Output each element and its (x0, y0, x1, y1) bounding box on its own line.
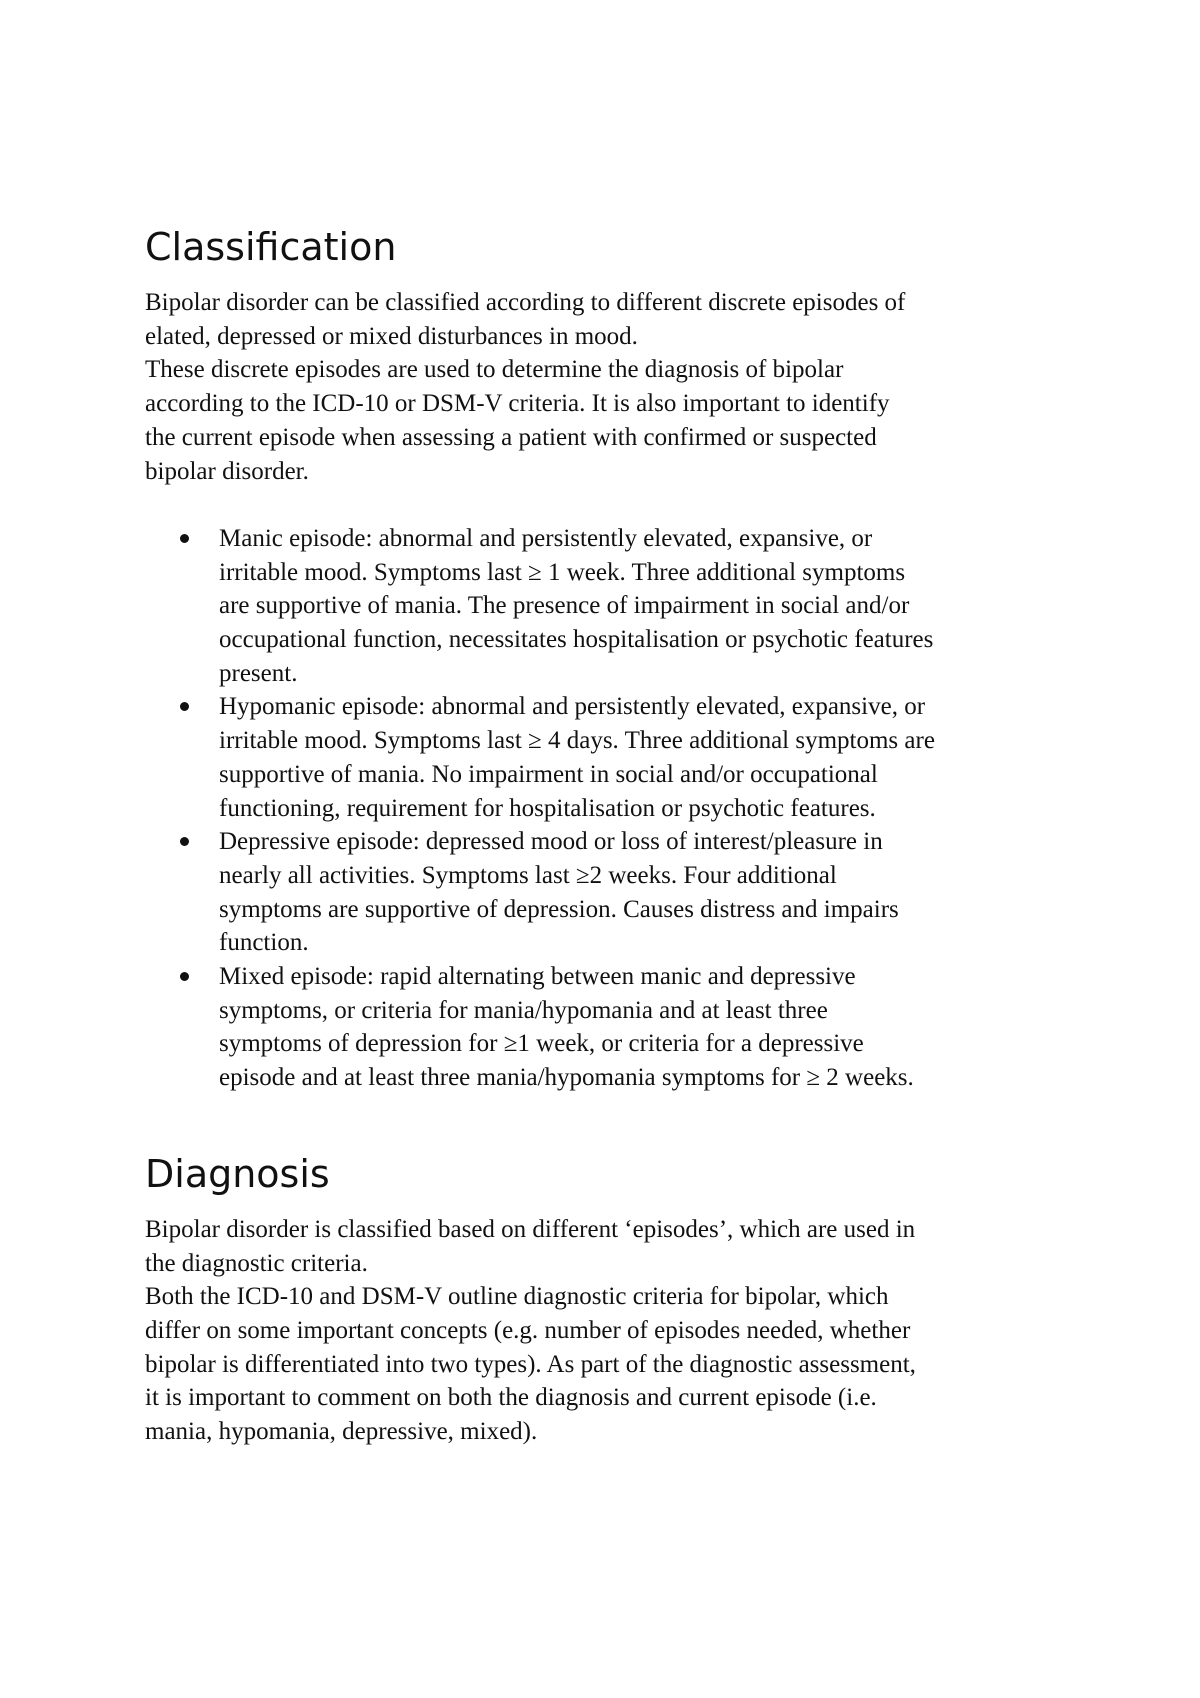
list-item-manic-episode (145, 522, 1085, 691)
episode-line: function. (219, 929, 309, 957)
diagnosis-line: mania, hypomania, depressive, mixed). (145, 1418, 538, 1446)
episode-line: symptoms are supportive of depression. Causes distress and impairs (219, 895, 899, 923)
episode-line: supportive of mania. No impairment in social and/or occupational (219, 760, 878, 788)
episode-line: irritable mood. Symptoms last ≥ 1 week. Three additional symptoms (219, 558, 906, 586)
classification-intro-line: the current episode when assessing a patient with confirmed or suspected (145, 423, 877, 451)
bullet-icon (180, 972, 189, 981)
episode-line: are supportive of mania. The presence of impairment in social and/or (219, 592, 910, 620)
diagnosis-line: Bipolar disorder is classified based on different ‘episodes’, which are used in (145, 1215, 916, 1243)
classification-intro-line: bipolar disorder. (145, 457, 309, 485)
list-item-depressive-episode (145, 825, 1085, 960)
document-page (145, 0, 1085, 1449)
bullet-icon (180, 534, 189, 543)
classification-intro-line: Bipolar disorder can be classified according to different discrete episodes of (145, 289, 906, 316)
episode-line: functioning, requirement for hospitalisation or psychotic features. (219, 794, 876, 822)
list-item-mixed-episode (145, 960, 1085, 1095)
classification-intro-line: elated, depressed or mixed disturbances in mood. (145, 322, 638, 350)
episode-list (145, 522, 1085, 1095)
list-item-hypomanic-episode (145, 690, 1085, 825)
episode-line: occupational function, necessitates hospitalisation or psychotic features (219, 626, 934, 654)
diagnosis-line: Both the ICD-10 and DSM-V outline diagnostic criteria for bipolar, which (145, 1283, 889, 1311)
episode-line: present. (219, 659, 298, 687)
classification-intro (145, 286, 1085, 488)
bullet-icon (180, 702, 189, 711)
episode-line: nearly all activities. Symptoms last ≥2 weeks. Four additional (219, 861, 837, 889)
classification-intro-line: according to the ICD-10 or DSM-V criteria. It is also important to identify (145, 390, 890, 418)
episode-line: symptoms, or criteria for mania/hypomania and at least three (219, 996, 828, 1024)
bullet-icon (180, 837, 189, 846)
episode-line: Depressive episode: depressed mood or loss of interest/pleasure in (219, 828, 883, 856)
diagnosis-heading: Diagnosis (145, 1151, 330, 1196)
classification-intro-line: These discrete episodes are used to determine the diagnosis of bipolar (145, 356, 844, 384)
episode-line: irritable mood. Symptoms last ≥ 4 days. Three additional symptoms are (219, 727, 935, 755)
diagnosis-line: bipolar is differentiated into two types). As part of the diagnostic assessment, (145, 1350, 916, 1378)
classification-heading: Classification (145, 225, 397, 269)
diagnosis-line: it is important to comment on both the diagnosis and current episode (i.e. (145, 1384, 877, 1412)
diagnosis-line: the diagnostic criteria. (145, 1249, 368, 1277)
episode-line: symptoms of depression for ≥1 week, or criteria for a depressive (219, 1030, 864, 1058)
diagnosis-body (145, 1213, 1085, 1449)
episode-line: episode and at least three mania/hypomania symptoms for ≥ 2 weeks. (219, 1064, 914, 1092)
episode-line: Mixed episode: rapid alternating between manic and depressive (219, 963, 856, 991)
episode-line: Hypomanic episode: abnormal and persistently elevated, expansive, or (219, 693, 926, 721)
blank-line (145, 488, 1085, 522)
episode-line: Manic episode: abnormal and persistently elevated, expansive, or (219, 524, 873, 552)
diagnosis-line: differ on some important concepts (e.g. number of episodes needed, whether (145, 1316, 911, 1344)
